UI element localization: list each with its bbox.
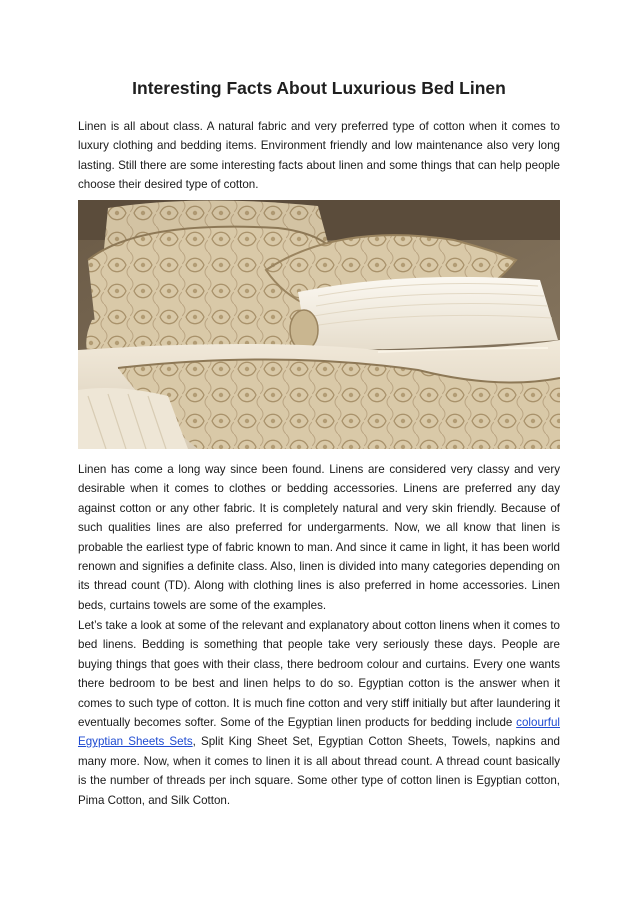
egyptian-sheets-link[interactable]: colourful Egyptian Sheets Sets: [78, 716, 560, 749]
cotton-linens-text-start: Let’s take a look at some of the relevant and explanatory about cotton linens when it comes to bed linens. Bedding is something that people take very seriously these days. People are buying things that goes with their class, there bedroom colour and curtains. Every one wants there bedroom to be best and linen helps to do so. Egyptian cotton is the answer when it comes to such type of cotton. It is much fine cotton and very stiff initially but after laundering it eventually becomes softer. Some of the Egyptian linen products for bedding include: [78, 619, 560, 730]
cotton-linens-text-end: , Split King Sheet Set, Egyptian Cotton Sheets, Towels, napkins and many more. Now, when it comes to linen it is all about thread count. A thread count basically is the number of threads per inch square. Some other type of cotton linen is Egyptian cotton, Pima Cotton, and Silk Cotton.: [78, 735, 560, 807]
history-paragraph: Linen has come a long way since been found. Linens are considered very classy and very desirable when it comes to clothes or bedding accessories. Linens are preferred any day against cotton or any other fabric. It is completely natural and very skin friendly. Because of such qualities lines are also preferred for undergarments. Now, we all know that linen is probable the earliest type of fabric known to man. And since it came in light, it has been world renown and signifies a definite class. Also, linen is divided into many categories depending on its thread count (TD). Along with clothing lines is also preferred in home accessories. Linen beds, curtains towels are some of the examples.: [78, 463, 560, 612]
cotton-linens-paragraph: [78, 616, 560, 810]
intro-paragraph: Linen is all about class. A natural fabric and very preferred type of cotton when it comes to luxury clothing and bedding items. Environment friendly and low maintenance also very long lasting. Still there are some interesting facts about linen and some things that can help people choose their desired type of cotton.: [78, 120, 560, 192]
bed-linen-photo: [78, 200, 560, 449]
article-title: Interesting Facts About Luxurious Bed Linen: [132, 78, 506, 98]
bed-linen-illustration: [78, 200, 560, 449]
